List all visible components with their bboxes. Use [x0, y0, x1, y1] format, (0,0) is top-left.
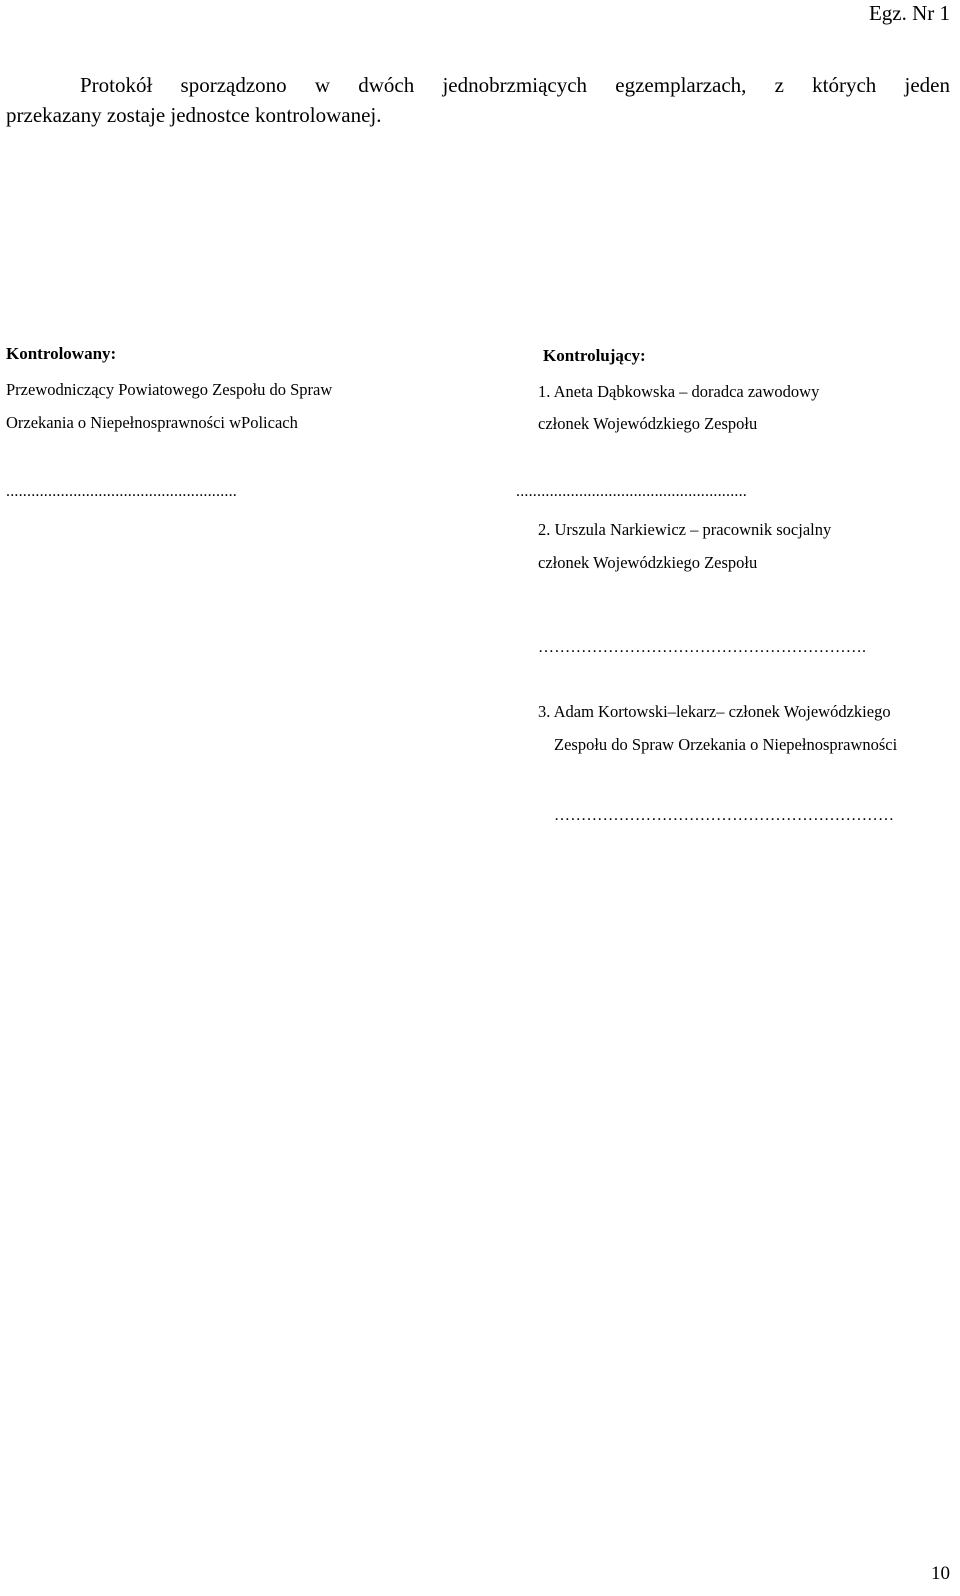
copy-number-label: Egz. Nr 1 [868, 1, 950, 25]
protocol-line-1: Protokół sporządzono w dwóch jednobrzmiących egzemplarzach, z których jeden [80, 73, 950, 97]
member-2-line-2: członek Wojewódzkiego Zespołu [538, 553, 758, 572]
controlling-heading: Kontrolujący: [543, 346, 646, 365]
controlled-heading: Kontrolowany: [6, 344, 117, 363]
member-1-line-1: 1. Aneta Dąbkowska – doradca zawodowy [538, 382, 820, 401]
member-3-signature-line: ……………………………………………………… [554, 807, 895, 824]
protocol-statement [6, 70, 950, 130]
member-2-signature-line: ……………………………………………………. [538, 639, 867, 656]
member-3-line-2: Zespołu do Spraw Orzekania o Niepełnosprawności [554, 735, 898, 754]
member-1-signature-line: ....................................................... [516, 483, 747, 500]
controlled-line-2: Orzekania o Niepełnosprawności wPolicach [6, 413, 298, 432]
protocol-line-2: przekazany zostaje jednostce kontrolowanej. [6, 103, 382, 127]
page-number: 10 [931, 1563, 950, 1584]
member-2-line-1: 2. Urszula Narkiewicz – pracownik socjalny [538, 520, 832, 539]
member-1-line-2: członek Wojewódzkiego Zespołu [538, 414, 758, 433]
controlled-signature-line: ....................................................... [6, 483, 237, 500]
member-3-line-1: 3. Adam Kortowski–lekarz– członek Wojewódzkiego [538, 702, 891, 721]
controlled-line-1: Przewodniczący Powiatowego Zespołu do Spraw [6, 380, 333, 399]
